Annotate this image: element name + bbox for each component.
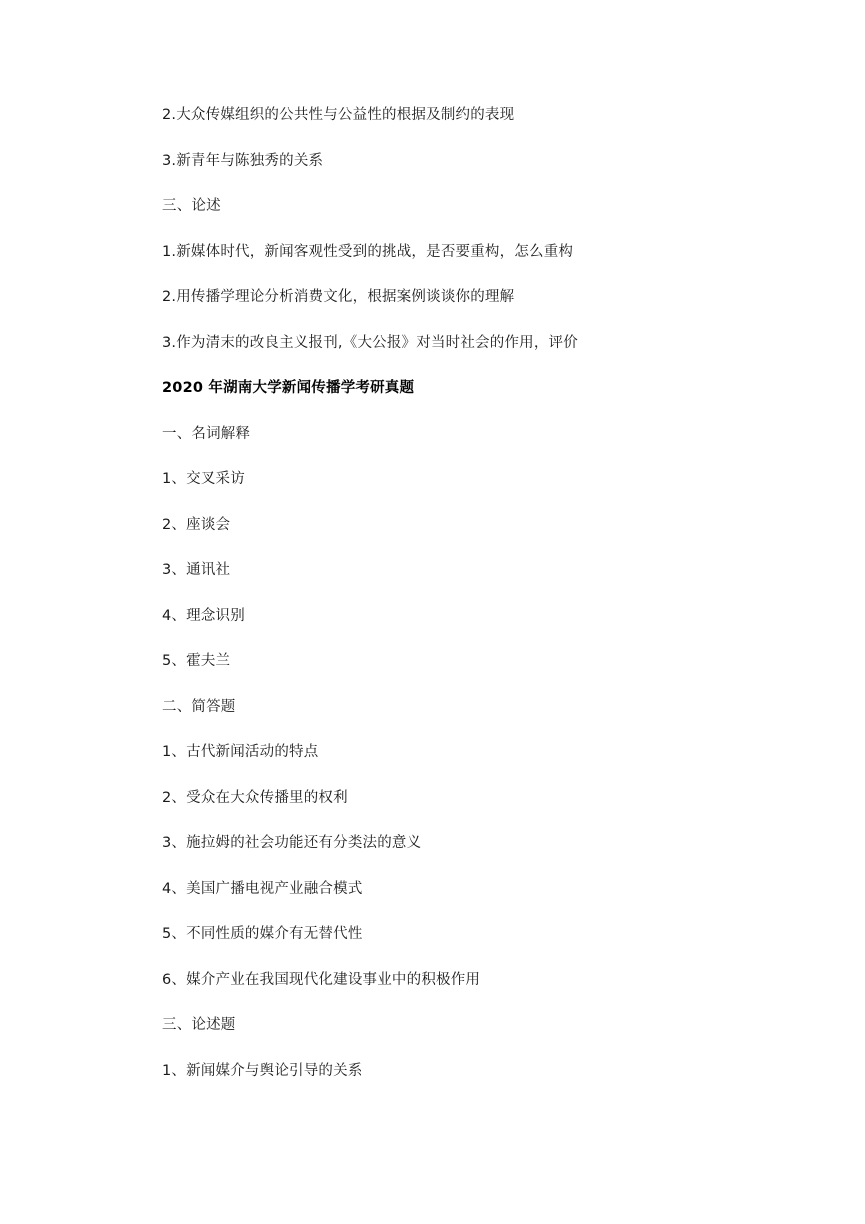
question-line: 1、新闻媒介与舆论引导的关系	[162, 1063, 363, 1079]
question-line: 1、古代新闻活动的特点	[162, 744, 319, 760]
exam-title: 2020 年湖南大学新闻传播学考研真题	[162, 380, 415, 396]
section-heading: 三、论述	[162, 198, 221, 214]
question-line: 6、媒介产业在我国现代化建设事业中的积极作用	[162, 972, 481, 988]
question-line: 2、座谈会	[162, 517, 231, 533]
question-line: 3、通讯社	[162, 562, 231, 578]
section-heading: 三、论述题	[162, 1017, 236, 1033]
question-line: 1.新媒体时代，新闻客观性受到的挑战，是否要重构，怎么重构	[162, 244, 574, 260]
question-line: 3、施拉姆的社会功能还有分类法的意义	[162, 835, 422, 851]
question-line: 4、美国广播电视产业融合模式	[162, 881, 363, 897]
question-line: 1、交叉采访	[162, 471, 245, 487]
question-line: 3.作为清末的改良主义报刊,《大公报》对当时社会的作用，评价	[162, 335, 578, 351]
question-line: 5、不同性质的媒介有无替代性	[162, 926, 363, 942]
question-line: 2.用传播学理论分析消费文化，根据案例谈谈你的理解	[162, 289, 515, 305]
question-line: 2.大众传媒组织的公共性与公益性的根据及制约的表现	[162, 107, 515, 123]
question-line: 3.新青年与陈独秀的关系	[162, 153, 324, 169]
question-line: 5、霍夫兰	[162, 653, 231, 669]
section-heading: 二、简答题	[162, 699, 236, 715]
question-line: 2、受众在大众传播里的权利	[162, 790, 348, 806]
question-line: 4、理念识别	[162, 608, 245, 624]
section-heading: 一、名词解释	[162, 426, 251, 442]
